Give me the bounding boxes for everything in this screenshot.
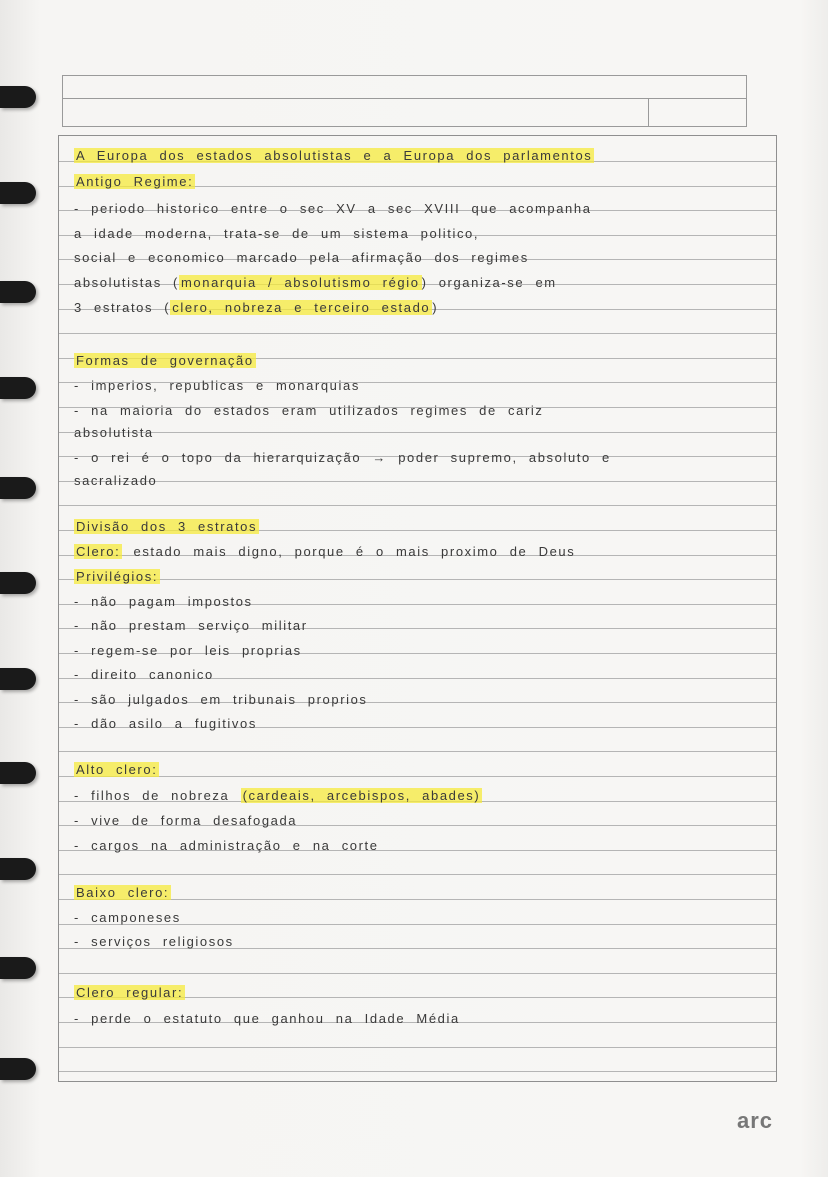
note-line — [74, 885, 171, 900]
note-line — [74, 353, 256, 368]
binder-ring-icon — [0, 1058, 36, 1080]
highlighted-text: Divisão dos 3 estratos — [76, 519, 258, 534]
note-line — [74, 148, 594, 163]
note-text: - periodo historico entre o sec XV a sec XVIII que acompanha — [74, 201, 592, 216]
brand-logo: arc — [737, 1108, 774, 1133]
note-line — [74, 450, 611, 465]
note-text: - não pagam impostos — [74, 594, 253, 609]
binder-ring-icon — [0, 281, 36, 303]
note-line — [74, 226, 479, 241]
header-box — [62, 75, 747, 127]
note-text: - cargos na administração e na corte — [74, 838, 379, 853]
note-line — [74, 716, 257, 731]
note-text: - filhos de nobreza — [74, 788, 241, 803]
note-text: - direito canonico — [74, 667, 214, 682]
note-text: social e economico marcado pela afirmação dos regimes — [74, 250, 529, 265]
note-text: - imperios, republicas e monarquias — [74, 378, 360, 393]
highlighted-text: monarquia / absolutismo régio — [181, 275, 420, 290]
highlighted-text: Clero: — [76, 544, 121, 559]
highlighted-text: Antigo Regime: — [76, 174, 194, 189]
note-text: sacralizado — [74, 473, 158, 488]
note-line — [74, 174, 195, 189]
note-text: ) organiza-se em — [421, 275, 557, 290]
binder-ring-icon — [0, 477, 36, 499]
note-text: - o rei é o topo da hierarquização → poder supremo, absoluto e — [74, 450, 611, 465]
binder-ring-icon — [0, 762, 36, 784]
note-line — [74, 473, 157, 488]
binder-ring-icon — [0, 86, 36, 108]
ruled-line — [59, 333, 776, 334]
note-text: - vive de forma desafogada — [74, 813, 298, 828]
note-text: - serviços religiosos — [74, 934, 234, 949]
highlighted-text: Baixo clero: — [76, 885, 170, 900]
ruled-line — [59, 505, 776, 506]
note-line — [74, 813, 297, 828]
ruled-line — [59, 751, 776, 752]
note-line — [74, 838, 379, 853]
note-line — [74, 300, 438, 315]
note-line — [74, 201, 592, 216]
note-line — [74, 1011, 460, 1026]
note-text: - camponeses — [74, 910, 181, 925]
header-rule — [63, 98, 746, 99]
binder-ring-icon — [0, 377, 36, 399]
header-divider — [648, 98, 649, 126]
highlighted-text: Privilégios: — [76, 569, 159, 584]
note-text: a idade moderna, trata-se de um sistema politico, — [74, 226, 480, 241]
ruled-line — [59, 973, 776, 974]
ruled-line — [59, 874, 776, 875]
note-text: - são julgados em tribunais proprios — [74, 692, 368, 707]
note-line — [74, 378, 360, 393]
ruled-line — [59, 579, 776, 580]
highlighted-text: clero, nobreza e terceiro estado — [172, 300, 431, 315]
binder-ring-icon — [0, 957, 36, 979]
highlighted-text: A Europa dos estados absolutistas e a Europa dos parlamentos — [76, 148, 593, 163]
note-line — [74, 788, 482, 803]
note-text: - não prestam serviço militar — [74, 618, 308, 633]
note-line — [74, 544, 575, 559]
highlighted-text: (cardeais, arcebispos, abades) — [242, 788, 481, 803]
note-text: - na maioria do estados eram utilizados regimes de cariz — [74, 403, 544, 418]
note-text: - dão asilo a fugitivos — [74, 716, 257, 731]
note-line — [74, 985, 185, 1000]
highlighted-text: Alto clero: — [76, 762, 158, 777]
note-line — [74, 275, 557, 290]
note-text: ) — [432, 300, 439, 315]
note-line — [74, 594, 253, 609]
ruled-line — [59, 1047, 776, 1048]
ruled-line — [59, 1071, 776, 1072]
binder-ring-icon — [0, 858, 36, 880]
highlighted-text: Clero regular: — [76, 985, 184, 1000]
note-text: - regem-se por leis proprias — [74, 643, 302, 658]
ruled-line — [59, 481, 776, 482]
note-text: - perde o estatuto que ganhou na Idade Média — [74, 1011, 460, 1026]
binder-ring-icon — [0, 668, 36, 690]
note-line — [74, 910, 181, 925]
note-line — [74, 425, 154, 440]
note-line — [74, 643, 302, 658]
ruled-line — [59, 432, 776, 433]
note-line — [74, 569, 160, 584]
note-line — [74, 403, 543, 418]
note-line — [74, 667, 214, 682]
note-line — [74, 692, 368, 707]
note-line — [74, 934, 234, 949]
note-line — [74, 618, 308, 633]
binder-ring-icon — [0, 572, 36, 594]
binder-ring-icon — [0, 182, 36, 204]
note-line — [74, 250, 529, 265]
note-text: 3 estratos ( — [74, 300, 171, 315]
note-text: absolutista — [74, 425, 154, 440]
note-text: absolutistas ( — [74, 275, 179, 290]
note-line — [74, 519, 259, 534]
note-line — [74, 762, 159, 777]
highlighted-text: Formas de governação — [76, 353, 254, 368]
ruled-line — [59, 776, 776, 777]
note-text: estado mais digno, porque é o mais proximo de Deus — [122, 544, 576, 559]
